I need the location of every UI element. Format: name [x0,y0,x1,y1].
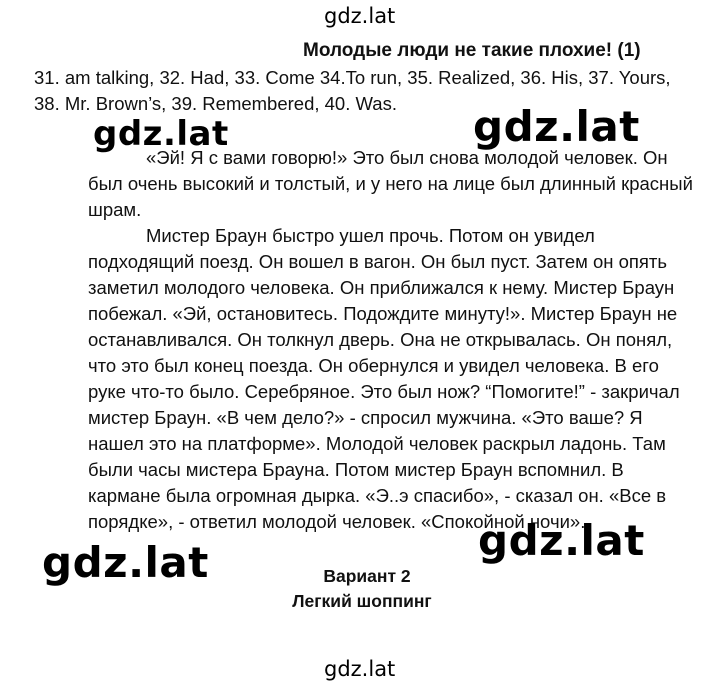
watermark-right-upper: gdz.lat [473,102,640,151]
story-text [88,145,698,535]
variant-title: Легкий шоппинг [292,591,432,611]
document-title: Молодые люди не такие плохие! (1) [303,40,641,61]
watermark-right-lower: gdz.lat [478,516,645,565]
paragraph-2: Мистер Браун быстро ушел прочь. Потом он увидел подходящий поезд. Он вошел в вагон. Он был пуст. Затем он опять заметил молодого человека. Он приближался к нему. Мистер Браун побежал. «Эй, остановитесь. Подождите минуту!». Мистер Браун не останавливался. Он толкнул дверь. Она не открывалась. Он понял, что это был конец поезда. Он обернулся и увидел человека. В его руке что-то было. Серебряное. Это был нож? “Помогите!” - закричал мистер Браун. «В чем дело?» - спросил мужчина. «Это ваше? Я нашел это на платформе». Молодой человек раскрыл ладонь. Там были часы мистера Брауна. Потом мистер Браун вспомнил. В кармане была огромная дырка. «Э..э спасибо», - сказал он. «Все в порядке», - ответил молодой человек. «Спокойной ночи». [88,225,680,532]
variant-label: Вариант 2 [323,566,411,586]
watermark-left-upper: gdz.lat [93,114,229,154]
watermark-left-lower: gdz.lat [42,538,209,587]
watermark-top: gdz.lat [324,4,396,28]
paragraph-1: «Эй! Я с вами говорю!» Это был снова молодой человек. Он был очень высокий и толстый, и у него на лице был длинный красный шрам. [88,147,693,220]
answers-list: 31. am talking, 32. Had, 33. Come 34.To run, 35. Realized, 36. His, 37. Yours, 38. Mr. Brown’s, 39. Remembered, 40. Was. [34,67,671,114]
watermark-bottom: gdz.lat [324,657,396,681]
